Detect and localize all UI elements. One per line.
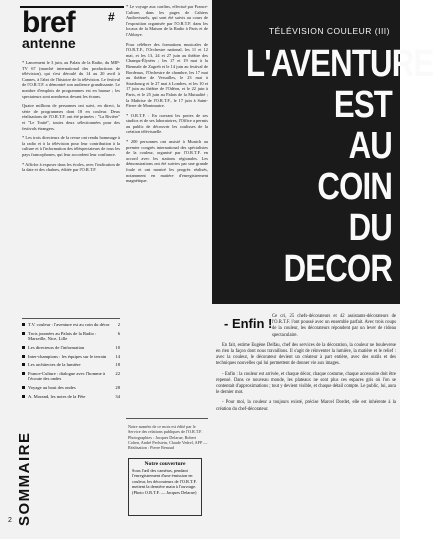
toc-entry-page: 2: [117, 322, 120, 327]
bullet-icon: [22, 323, 25, 326]
toc-entry-page: 28: [115, 385, 120, 391]
article-paragraph: En fait, estime Eugène Delfau, chef des services de la décoration, la couleur ne bouleverse en rien la façon dont nous travaillons. Il s'agit de réinventer la lumière, la matière et le relief : avec la couleur, le décorateur devient un créateur à part entière, avec des outils et des techniques nouvelles qui lui permettent de donner vie aux images.: [216, 342, 396, 367]
toc-entry[interactable]: [22, 322, 120, 328]
toc-entry-page: 6: [117, 330, 120, 336]
article-body: [216, 314, 396, 417]
cover-note-box: [128, 458, 202, 516]
bullet-icon: [22, 332, 25, 335]
toc-entry-title: T.V. couleur : l'aventure est au coin du décor: [28, 322, 110, 327]
toc-entry-page: 10: [115, 344, 120, 350]
headline-line: DECOR: [283, 248, 392, 290]
toc-entry[interactable]: [22, 345, 120, 351]
bullet-icon: [22, 372, 25, 375]
masthead-subtitle: antenne: [22, 35, 76, 51]
article-headline: [214, 43, 433, 290]
masthead-title: bref: [22, 6, 75, 39]
bullet-icon: [22, 346, 25, 349]
toc-entry-page: 22: [115, 370, 120, 376]
news-brief: Pour célébrer des formations musicales de l'O.R.T.F., l'Orchestre national, les 11 et 12 mai, et les 13, 24 et 27 juin au théâtre des Champs-Élysées ; les 17 et 19 mai à la Biennale de Zagreb et le 14 juin au festival de Bordeaux, l'Orchestre de chambre, les 17 mai au théâtre de Versailles, le 23 mai à Strasbourg et le 27 mai à Londres, et les 10 et 17 juin au théâtre de l'Odéon, et le 22 juin à Paris, et le 25 juin au Palais de la Mutualité ; la Maîtrise de l'O.R.T.F., le 17 juin à Saint-Pierre de Montmartre.: [126, 41, 208, 109]
cover-note-title: Notre couverture: [144, 461, 186, 467]
headline-line: COIN: [317, 166, 392, 208]
divider: [126, 418, 208, 419]
masthead-mark: #: [108, 10, 115, 24]
toc-entry[interactable]: [22, 331, 120, 342]
sommaire-heading: SOMMAIRE: [16, 431, 33, 526]
article-paragraph: - Pour moi, la couleur a toujours existé, précise Marcel Dordet, elle est inhérente à la création du chef-décorateur.: [216, 400, 396, 412]
divider: [22, 318, 120, 319]
section-header: TÉLÉVISION COULEUR (III): [268, 26, 390, 36]
bullet-icon: [22, 363, 25, 366]
toc-entry-title: A. Morand, les notes de la Fête: [28, 393, 86, 399]
toc-entry-page: 34: [115, 393, 120, 399]
toc-entry[interactable]: [22, 385, 120, 391]
toc-entry[interactable]: [22, 394, 120, 400]
toc-entry[interactable]: [22, 362, 120, 368]
news-brief: * O.R.T.F. : En ouvrant les portes de ses studios et de ses laboratoires, l'Office a permis au public de découvrir les coulisses de la création télévisuelle.: [126, 112, 208, 135]
toc-entry[interactable]: [22, 354, 120, 360]
news-brief: * 200 personnes ont assisté à Munich au premier congrès international des spécialistes de la couleur, organisé par l'O.R.T.F. en accord avec les stations régionales. Les démonstrations ont été suivies par une grande foule et ont montré les progrès réalisés, notamment en matière d'enregistrement magnétique.: [126, 139, 208, 184]
toc-entry-title: Inter-champions : les équipes sur le terrain: [28, 353, 107, 359]
headline-line: L'AVENTURE: [246, 43, 433, 85]
toc-entry-title: Les architectes de la lumière: [28, 362, 81, 368]
toc-entry-title: France-Culture : dialogue avec l'homme à l'écoute des ondes: [28, 370, 105, 382]
toc-entry-title: Voyage au bout des ondes: [28, 385, 76, 391]
news-brief: * Les trois directeurs de la revue ont rendu hommage à la radio et à la télévision pour leur contribution à la culture et à l'information des téléspectateurs de tous les pays francophones, qui leur accordent leur confiance.: [22, 135, 120, 157]
masthead-logo: [20, 6, 124, 54]
cover-note-text: Sous l'œil des caméras, pendant l'enregistrement d'une émission en couleur, les décorateurs de l'O.R.T.F. mettent la dernière main à l'ouvrage. (Photo O.R.T.F. — Jacques Delarue): [132, 468, 197, 495]
news-column-left: [22, 60, 120, 177]
bullet-icon: [22, 395, 25, 398]
credits-note: Notre numéro de ce mois est édité par le Service des relations publiques de l'O.R.T.F. Photographies : Jacques Delarue, Robert Cohen, André Perlstein, Claude Vedrel, AFP — Réalisation : Pierre Renaud: [128, 424, 208, 451]
article-lead: - Enfin !: [224, 316, 273, 331]
page-number: 2: [8, 517, 12, 524]
bullet-icon: [22, 355, 25, 358]
toc-entry-title: Trois journées au Palais de la Radio : Marseille, Nice, Lille: [28, 330, 97, 342]
headline-line: EST: [333, 84, 392, 126]
news-brief: * Le voyage aux confins, effectué par France-Culture, dans les pages de Cahiers Audiovisuels, qui sont été suivis au cours de l'exposition organisée par l'O.R.T.F. dans les locaux de la Maison de la Radio à Paris et de l'Abbaye.: [126, 4, 208, 37]
news-brief: Quatre millions de personnes ont suivi, en direct, la série de programmes dont 18 en couleur. Deux réalisations de l'O.R.T.F. ont été primées : "La Rivière" et "Le Traité", toutes deux sélectionnées pour des festivals étrangers.: [22, 103, 120, 131]
table-of-contents: [22, 322, 120, 403]
bullet-icon: [22, 386, 25, 389]
toc-entry-page: 14: [115, 353, 120, 359]
news-brief: * Lancement le 3 juin, au Palais de la Radio, du MIP-TV 67 (marché international des productions de télévision), qui s'est déroulé du 14 au 20 avril à Cannes, à l'abri de l'histoire de la télévision. Le festival de l'O.R.T.F. a démontré son audience grandissante. Le nombre d'emplois de programmes est en hausse ; les spectateurs sont nombreux devant les écrans.: [22, 60, 120, 99]
news-brief: * Affiche à exposer dans les écoles, avec l'indication de la date et des chaînes, éditée par l'O.R.T.F.: [22, 161, 120, 173]
toc-entry-title: Les directeurs de l'information: [28, 344, 85, 350]
toc-entry[interactable]: [22, 371, 120, 382]
article-paragraph: - Enfin : la couleur est arrivée, et chaque décor, chaque costume, chaque accessoire doit être repensé. Dans ce nouveau monde, les plateaux ne sont plus ces espaces gris où l'on se contentait d'approximations ; tout y devient visible, et chaque détail compte. Le public, lui, aura le dernier mot.: [216, 371, 396, 396]
headline-line: DU: [348, 207, 392, 249]
news-column-middle: [126, 4, 208, 188]
article-paragraph: Ce cri, 25 chefs-décorateurs et 42 assistants-décorateurs de l'O.R.T.F. l'ont poussé avec un ensemble parfait. Avec trois coups de la couleur, les décorateurs répondent par un lever de rideau spectaculaire.: [272, 314, 396, 338]
headline-line: AU: [348, 125, 392, 167]
toc-entry-page: 18: [115, 362, 120, 368]
